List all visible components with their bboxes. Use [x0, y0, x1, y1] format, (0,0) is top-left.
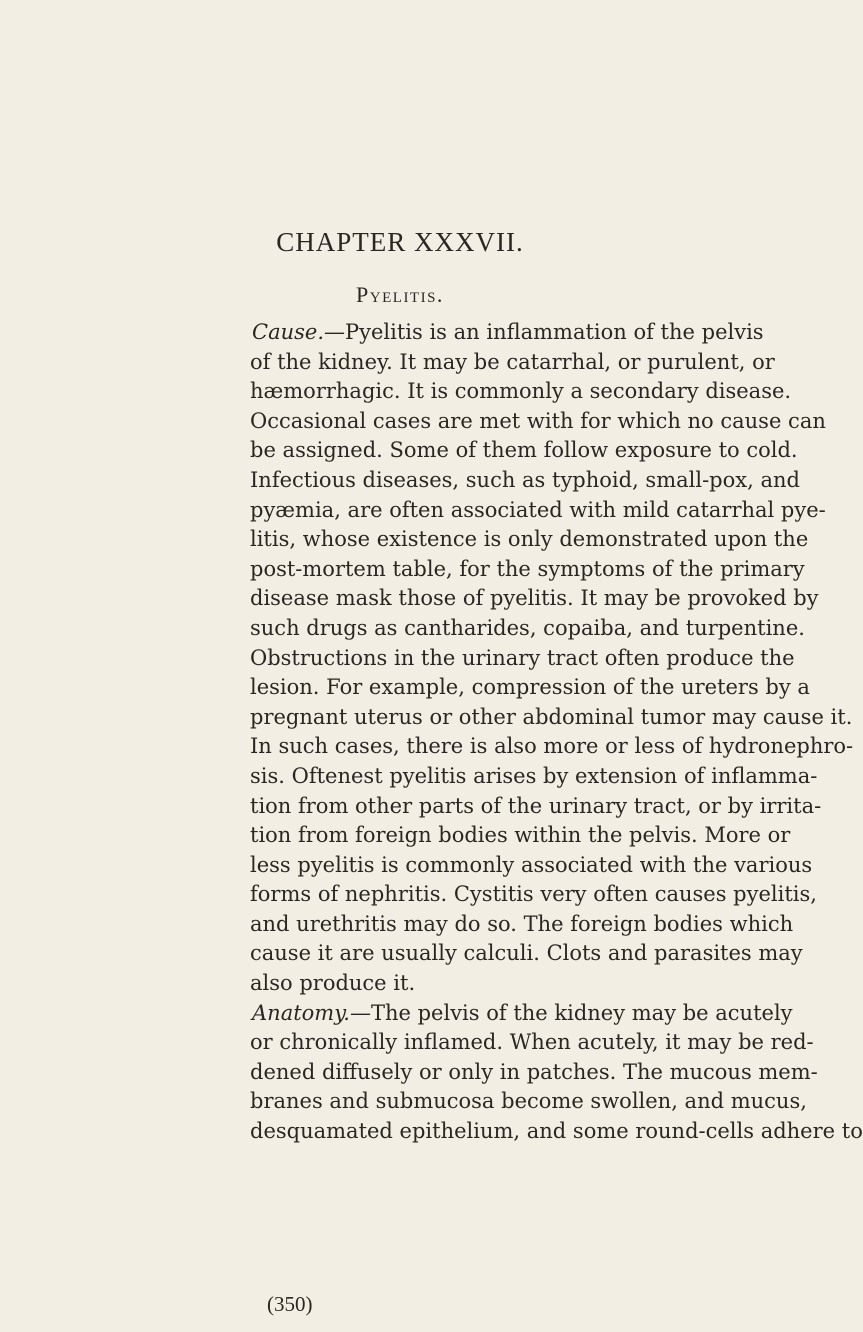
line-text: cause it are usually calculi. Clots and parasites may — [250, 941, 803, 966]
line-text: tion from other parts of the urinary tract, or by irrita- — [250, 793, 822, 818]
text-line — [250, 1087, 807, 1117]
line-text: pyæmia, are often associated with mild catarrhal pye- — [250, 497, 826, 522]
line-text: less pyelitis is commonly associated with the various — [250, 852, 813, 877]
line-text: branes and submucosa become swollen, and mucus, — [250, 1089, 807, 1114]
text-line — [250, 644, 795, 674]
text-line — [250, 318, 764, 348]
line-text: pregnant uterus or other abdominal tumor may cause it. — [250, 704, 853, 729]
text-line — [250, 999, 793, 1029]
text-line — [250, 407, 826, 437]
line-text: —The pelvis of the kidney may be acutely — [349, 1000, 793, 1025]
line-text: post-mortem table, for the symptoms of the primary — [250, 556, 805, 581]
line-text: sis. Oftenest pyelitis arises by extension of inflamma- — [250, 763, 818, 788]
line-text: Obstructions in the urinary tract often produce the — [250, 645, 795, 670]
text-line — [250, 703, 853, 733]
line-text: litis, whose existence is only demonstrated upon the — [250, 527, 809, 552]
section-title: Pyelitis. — [356, 282, 444, 307]
text-line — [250, 939, 803, 969]
paragraph-lead: Anatomy. — [252, 1000, 350, 1025]
line-text: desquamated epithelium, and some round-cells adhere to — [250, 1119, 863, 1144]
text-line — [250, 732, 854, 762]
text-line — [250, 436, 798, 466]
line-text: or chronically inflamed. When acutely, it may be red- — [250, 1030, 814, 1055]
text-line — [250, 496, 826, 526]
line-text: —Pyelitis is an inflammation of the pelvis — [324, 320, 764, 344]
line-text: In such cases, there is also more or less of hydronephro- — [250, 734, 854, 759]
paragraph-lead: Cause. — [252, 320, 324, 344]
text-line — [250, 851, 813, 881]
text-line — [250, 466, 800, 496]
text-line — [250, 821, 791, 851]
chapter-heading: CHAPTER XXXVII. — [276, 227, 524, 257]
page-number: (350) — [267, 1292, 313, 1316]
line-text: and urethritis may do so. The foreign bodies which — [250, 911, 794, 936]
line-text: forms of nephritis. Cystitis very often causes pyelitis, — [250, 882, 817, 907]
line-text: hæmorrhagic. It is commonly a secondary disease. — [250, 379, 792, 404]
text-line — [250, 555, 805, 585]
text-line — [250, 584, 819, 614]
line-text: of the kidney. It may be catarrhal, or purulent, or — [250, 349, 775, 374]
text-line — [250, 377, 792, 407]
line-text: lesion. For example, compression of the ureters by a — [250, 675, 810, 700]
text-line — [250, 348, 775, 378]
line-text: Occasional cases are met with for which no cause can — [250, 408, 826, 433]
line-text: dened diffusely or only in patches. The mucous mem- — [250, 1059, 818, 1084]
line-text: tion from foreign bodies within the pelvis. More or — [250, 823, 791, 848]
text-line — [250, 1117, 863, 1147]
text-line — [250, 880, 817, 910]
text-line — [250, 614, 805, 644]
text-line — [250, 792, 822, 822]
text-line — [250, 1058, 818, 1088]
line-text: such drugs as cantharides, copaiba, and turpentine. — [250, 615, 805, 640]
line-text: disease mask those of pyelitis. It may be provoked by — [250, 586, 819, 611]
body-text — [250, 318, 863, 1147]
text-line — [250, 910, 794, 940]
text-line — [250, 969, 740, 999]
text-line — [250, 673, 810, 703]
text-line — [250, 762, 818, 792]
text-line — [250, 525, 809, 555]
text-line — [250, 1028, 814, 1058]
line-text: be assigned. Some of them follow exposure to cold. — [250, 438, 798, 463]
line-text: also produce it. — [250, 971, 416, 996]
line-text: Infectious diseases, such as typhoid, small-pox, and — [250, 467, 800, 492]
